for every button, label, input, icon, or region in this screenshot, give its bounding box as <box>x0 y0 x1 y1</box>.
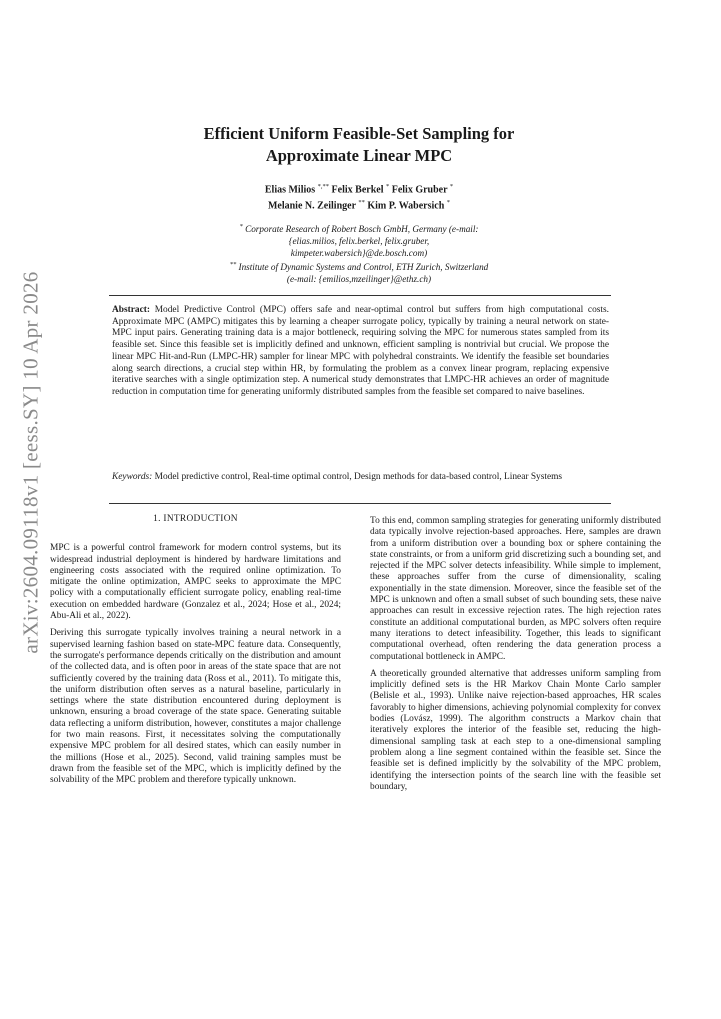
abstract-top-rule <box>109 295 611 296</box>
affiliation-mark: * <box>239 223 243 230</box>
affiliation-1-line-1 <box>140 221 578 235</box>
author-line-2 <box>140 197 578 213</box>
affiliation-1-line-2: {elias.milios, felix.berkel, felix.gruber, <box>288 236 430 247</box>
author-list <box>140 181 578 213</box>
author-name: Melanie N. Zeilinger <box>267 200 356 212</box>
author-affiliation-mark: *,** <box>317 183 330 190</box>
paper-title-line-2: Approximate Linear MPC <box>265 146 453 165</box>
paragraph: Deriving this surrogate typically involves training a neural network in a supervised learning fashion based on state-MPC feature data. Consequently, the surrogate's performance depends critically on the distribution and amount of the collected data, and is often poor in areas of the state space that are not sufficiently covered by the training data (Ross et al., 2011). To mitigate this, the uniform distribution often serves as a natural baseline, particularly in settings where the state distribution encountered during deployment is unknown, ensuring a broad coverage of the state space. Generating suitable data reflecting a uniform distribution, however, constitutes a major challenge for two main reasons. First, it necessitates solving the computationally expensive MPC problem for all desired states, which can easily number in the millions (Hose et al., 2025). Second, valid training samples must be drawn from the feasible set of the MPC, which is implicitly defined by the solvability of the MPC problem and therefore typically unknown. <box>50 628 341 786</box>
section-heading-introduction: 1. INTRODUCTION <box>153 514 238 524</box>
abstract-label: Abstract: <box>112 305 151 315</box>
affiliation-text: Corporate Research of Robert Bosch GmbH, Germany (e-mail: <box>245 224 479 235</box>
author-name: Felix Berkel <box>331 184 384 196</box>
keywords-block <box>112 472 609 484</box>
abstract-bottom-rule <box>109 503 611 504</box>
affiliations <box>140 221 578 285</box>
paper-title <box>140 123 578 167</box>
arxiv-identifier-stamp <box>16 270 46 654</box>
author-affiliation-mark: * <box>449 183 454 190</box>
paragraph: To this end, common sampling strategies for generating uniformly distributed data typically involve rejection-based approaches. Here, samples are drawn from a uniform distribution over a bounding box or sphere containing the state constraints, or from a uniform grid discretizing such a bounding set, and rejected if the MPC solver detects infeasibility. While simple to implement, these approaches suffer from the curse of dimensionality, scaling exponentially in the state dimension. Moreover, since the feasible set of the MPC is unknown and often a small subset of such bounding sets, these naive approaches can result in excessive rejection rates. The high rejection rates constitute an additional computational burden, as MPC solvers often require many iterations to detect infeasibility. Together, this leads to significant computational overhead, often rendering the data generation process a computational bottleneck in AMPC. <box>370 516 661 662</box>
author-name: Kim P. Wabersich <box>367 200 445 212</box>
author-name: Elias Milios <box>264 184 316 196</box>
keywords-text: Model predictive control, Real-time optimal control, Design methods for data-based control, Linear Systems <box>154 472 563 482</box>
right-column <box>370 516 661 799</box>
affiliation-mark: ** <box>229 261 237 269</box>
author-affiliation-mark: * <box>385 183 390 190</box>
paragraph: A theoretically grounded alternative that addresses uniform sampling from implicitly defined sets is the HR Markov Chain Monte Carlo sampler (Belisle et al., 1993). Unlike naive rejection-based approaches, HR scales favorably to higher dimensions, achieving polynomial complexity for convex bodies (Lovász, 1999). The algorithm constructs a Markov chain that iteratively explores the interior of the feasible set, reducing the high-dimensional sampling task at each step to a one-dimensional sampling problem along a line segment contained within the feasible set. Since the feasible set is defined implicitly by the solvability of the MPC problem, identifying the intersection points of the search line with the feasible set boundary, <box>370 668 661 792</box>
author-name: Felix Gruber <box>391 184 448 196</box>
affiliation-2-line-1 <box>140 259 578 273</box>
abstract-block <box>112 305 609 399</box>
author-affiliation-mark: * <box>446 198 451 206</box>
affiliation-text: Institute of Dynamic Systems and Control, ETH Zurich, Switzerland <box>238 262 489 273</box>
paper-title-line-1: Efficient Uniform Feasible-Set Sampling for <box>203 124 515 143</box>
paragraph: MPC is a powerful control framework for modern control systems, but its widespread industrial deployment is hindered by hardware limitations and engineering costs associated with the required online optimization. To mitigate the online optimization, AMPC seeks to approximate the MPC policy with a computationally efficient surrogate policy, enabling real-time execution on embedded hardware (Gonzalez et al., 2024; Hose et al., 2024; Abu-Ali et al., 2022). <box>50 543 341 622</box>
affiliation-2-line-2: (e-mail: {emilios,mzeilinger}@ethz.ch) <box>286 274 432 285</box>
arxiv-identifier-text: arXiv:2604.09118v1 [eess.SY] 10 Apr 2026 <box>18 270 43 654</box>
affiliation-1-line-3: kimpeter.wabersich}@de.bosch.com) <box>290 248 428 259</box>
left-column <box>50 514 341 793</box>
author-line-1 <box>140 181 578 197</box>
author-affiliation-mark: ** <box>358 198 365 206</box>
abstract-text: Model Predictive Control (MPC) offers safe and near-optimal control but suffers from high computational costs. Approximate MPC (AMPC) mitigates this by learning a cheaper surrogate policy, typically by training a neural network on state-MPC input pairs. Generating training data is a major bottleneck, requiring solving the MPC for numerous states sampled from its feasible set. Since this feasible set is implicitly defined and unknown, efficient sampling is nontrivial but crucial. We propose the linear MPC Hit-and-Run (LMPC-HR) sampler for linear MPC with polyhedral constraints. We identify the feasible set boundaries along search directions, a crucial step within HR, by formulating the problem as a convex linear program, replacing expensive iterative searches with a single optimization step. A numerical study demonstrates that LMPC-HR achieves an order of magnitude reduction in computation time for generating uniformly distributed samples from the feasible set compared to naive baselines. <box>112 305 609 397</box>
keywords-label: Keywords: <box>112 472 153 482</box>
